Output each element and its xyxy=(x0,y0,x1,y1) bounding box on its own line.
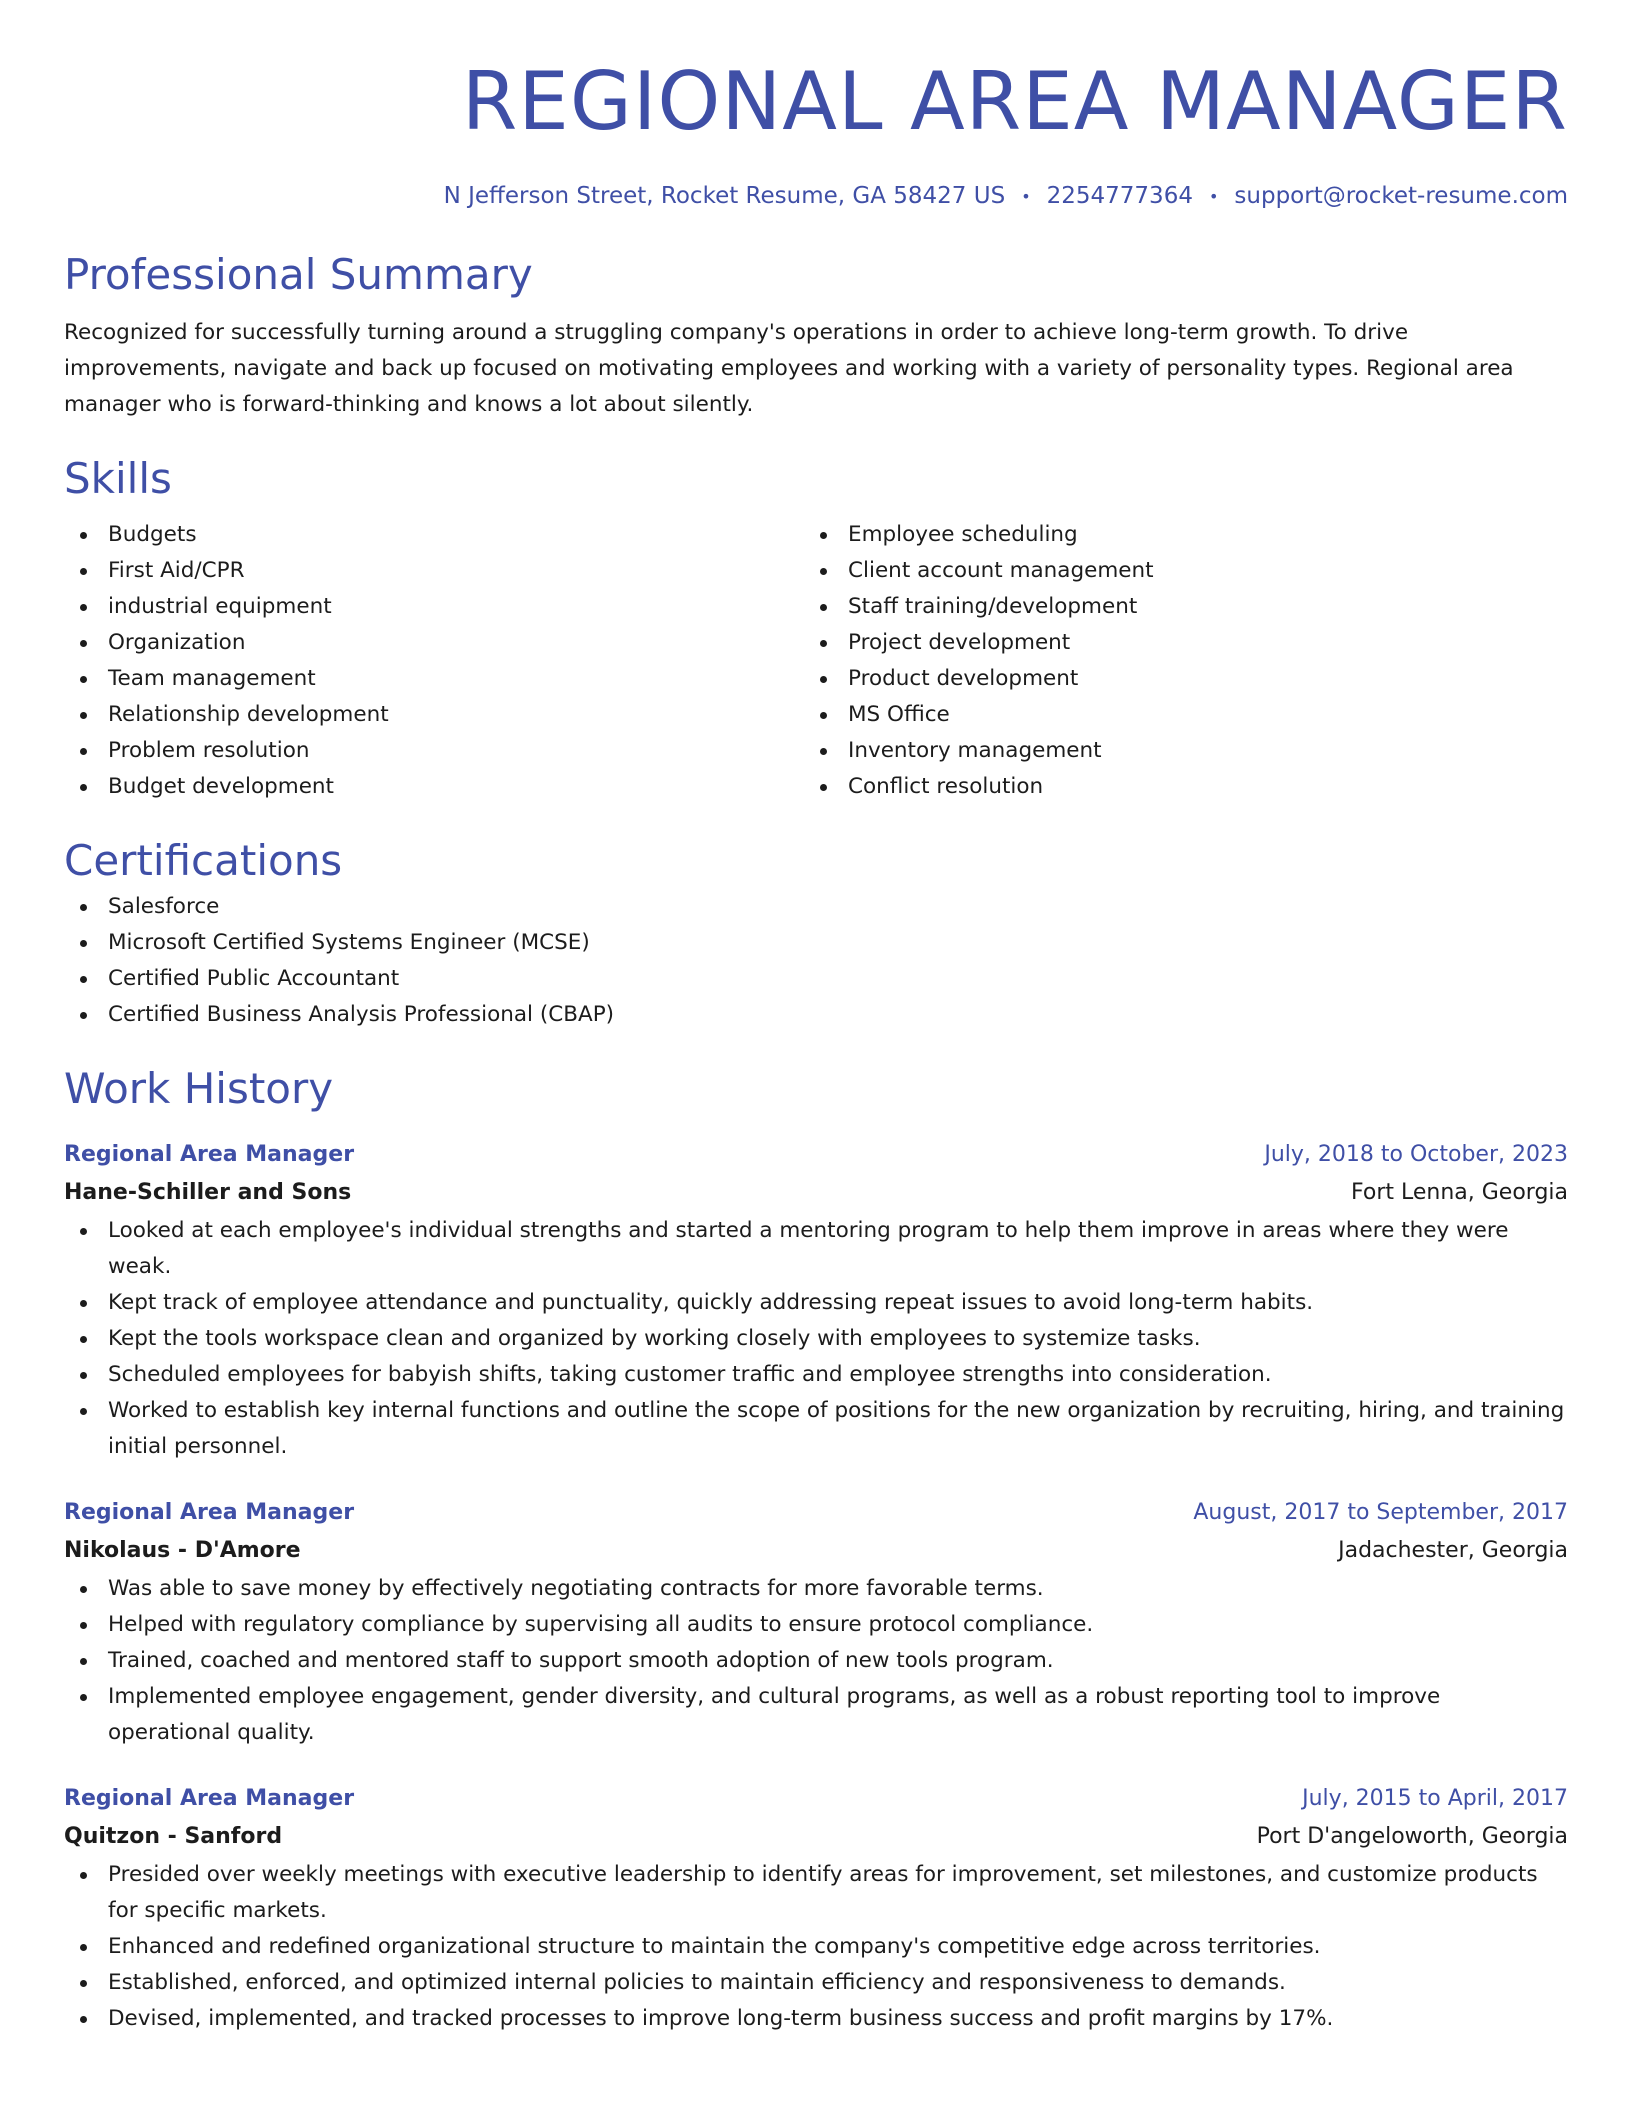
skills-list-right xyxy=(804,517,1544,805)
summary-text: Recognized for successfully turning around a struggling company's operations in order to achieve long-term growth. To drive improvements, navigate and back up focused on motivating employees and working with a variety of personality types. Regional area manager who is forward-thinking and knows a lot about silently. xyxy=(64,319,1514,417)
job-dates: July, 2018 to October, 2023 xyxy=(1264,1141,1568,1167)
work-history-section xyxy=(64,1061,1568,2037)
skill-item: Team management xyxy=(64,661,804,697)
job-entry xyxy=(64,1781,1568,2037)
job-bullet: Enhanced and redefined organizational structure to maintain the company's competitive edge across territories. xyxy=(64,1929,1568,1965)
job-bullet-list xyxy=(64,1857,1568,2037)
skill-item: Staff training/development xyxy=(804,589,1544,625)
job-dates: August, 2017 to September, 2017 xyxy=(1193,1499,1568,1525)
job-bullet: Devised, implemented, and tracked processes to improve long-term business success and profit margins by 17%. xyxy=(64,2001,1568,2037)
skills-columns xyxy=(64,517,1568,805)
job-location: Port D'angeloworth, Georgia xyxy=(1256,1823,1568,1849)
skill-item: Relationship development xyxy=(64,697,804,733)
job-title: Regional Area Manager xyxy=(64,1499,355,1525)
contact-address: N Jefferson Street, Rocket Resume, GA 58427 US xyxy=(443,183,1006,209)
job-bullet-list xyxy=(64,1213,1568,1465)
job-company-row xyxy=(64,1531,1568,1571)
job-company: Quitzon - Sanford xyxy=(64,1823,283,1849)
skills-list-left xyxy=(64,517,804,805)
job-bullet: Was able to save money by effectively negotiating contracts for more favorable terms. xyxy=(64,1571,1568,1607)
skill-item: Project development xyxy=(804,625,1544,661)
skill-item: Budgets xyxy=(64,517,804,553)
contact-separator: • xyxy=(1208,186,1219,206)
skills-section xyxy=(64,451,1568,805)
skill-item: Employee scheduling xyxy=(804,517,1544,553)
job-header-row xyxy=(64,1137,1568,1173)
skill-item: Problem resolution xyxy=(64,733,804,769)
contact-separator: • xyxy=(1021,186,1031,206)
job-location: Jadachester, Georgia xyxy=(1338,1537,1568,1563)
job-title: Regional Area Manager xyxy=(64,1141,355,1167)
certification-item: Certified Business Analysis Professional (CBAP) xyxy=(64,997,1568,1033)
job-title: Regional Area Manager xyxy=(64,1785,355,1811)
skills-column-right xyxy=(804,517,1544,805)
certification-item: Certified Public Accountant xyxy=(64,961,1568,997)
job-bullet: Presided over weekly meetings with executive leadership to identify areas for improvement, set milestones, and customize products for specific markets. xyxy=(64,1857,1568,1929)
skill-item: Client account management xyxy=(804,553,1544,589)
job-company-row xyxy=(64,1173,1568,1213)
job-entry xyxy=(64,1137,1568,1465)
job-company: Nikolaus - D'Amore xyxy=(64,1537,301,1563)
certifications-heading: Certifications xyxy=(64,835,343,885)
skill-item: First Aid/CPR xyxy=(64,553,804,589)
job-bullet: Established, enforced, and optimized internal policies to maintain efficiency and responsiveness to demands. xyxy=(64,1965,1568,2001)
job-bullet: Helped with regulatory compliance by supervising all audits to ensure protocol compliance. xyxy=(64,1607,1568,1643)
job-entry xyxy=(64,1495,1568,1751)
summary-section xyxy=(64,247,1568,423)
certification-item: Microsoft Certified Systems Engineer (MCSE) xyxy=(64,925,1568,961)
certification-item: Salesforce xyxy=(64,889,1568,925)
certifications-list xyxy=(64,889,1568,1033)
job-bullet-list xyxy=(64,1571,1568,1751)
skill-item: Organization xyxy=(64,625,804,661)
resume-name: REGIONAL AREA MANAGER xyxy=(461,55,1568,148)
job-header-row xyxy=(64,1781,1568,1817)
work-history-heading: Work History xyxy=(64,1063,334,1113)
job-company-row xyxy=(64,1817,1568,1857)
job-bullet: Implemented employee engagement, gender diversity, and cultural programs, as well as a robust reporting tool to improve operational quality. xyxy=(64,1679,1568,1751)
job-company: Hane-Schiller and Sons xyxy=(64,1179,352,1205)
skill-item: Budget development xyxy=(64,769,804,805)
job-header-row xyxy=(64,1495,1568,1531)
job-bullet: Kept track of employee attendance and punctuality, quickly addressing repeat issues to avoid long-term habits. xyxy=(64,1285,1568,1321)
job-bullet: Scheduled employees for babyish shifts, taking customer traffic and employee strengths into consideration. xyxy=(64,1357,1568,1393)
skill-item: MS Office xyxy=(804,697,1544,733)
summary-heading: Professional Summary xyxy=(64,249,533,299)
job-bullet: Looked at each employee's individual strengths and started a mentoring program to help them improve in areas where they were weak. xyxy=(64,1213,1568,1285)
skill-item: Conflict resolution xyxy=(804,769,1544,805)
job-bullet: Worked to establish key internal functions and outline the scope of positions for the new organization by recruiting, hiring, and training initial personnel. xyxy=(64,1393,1568,1465)
skill-item: industrial equipment xyxy=(64,589,804,625)
job-location: Fort Lenna, Georgia xyxy=(1350,1179,1568,1205)
skill-item: Inventory management xyxy=(804,733,1544,769)
contact-line xyxy=(64,180,1568,213)
job-dates: July, 2015 to April, 2017 xyxy=(1302,1785,1568,1811)
job-bullet: Kept the tools workspace clean and organized by working closely with employees to systemize tasks. xyxy=(64,1321,1568,1357)
skills-column-left xyxy=(64,517,804,805)
contact-email[interactable]: support@rocket-resume.com xyxy=(1234,183,1568,209)
contact-phone: 2254777364 xyxy=(1046,183,1193,209)
skills-heading: Skills xyxy=(64,453,172,503)
certifications-section xyxy=(64,833,1568,1033)
skill-item: Product development xyxy=(804,661,1544,697)
job-bullet: Trained, coached and mentored staff to support smooth adoption of new tools program. xyxy=(64,1643,1568,1679)
